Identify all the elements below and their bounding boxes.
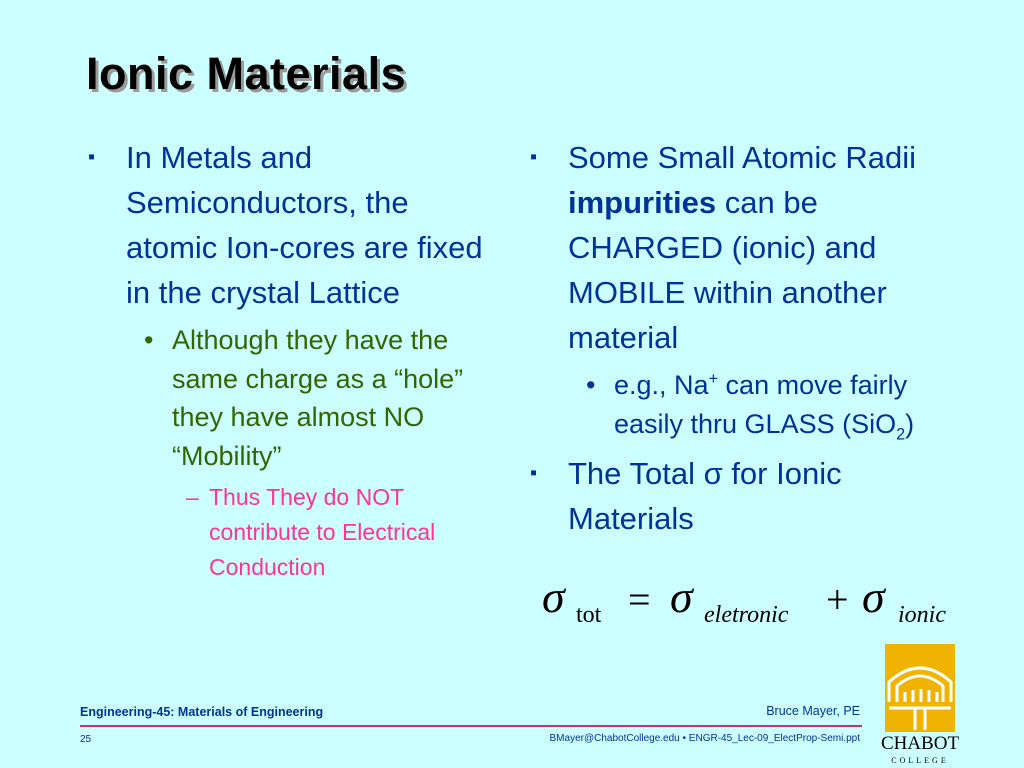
footer-divider [80, 725, 862, 727]
left-bullet-1-text: In Metals and Semiconductors, the atomic Ion-cores are fixed in the crystal Lattice [126, 140, 483, 310]
superscript-plus: + [708, 370, 719, 388]
square-bullet-icon: ▪ [530, 146, 538, 168]
sigma-symbol: σ [862, 571, 885, 622]
left-subsub-bullet-1 [88, 480, 508, 585]
equals-sign: = [628, 577, 651, 622]
right-bullet-1-bold: impurities [568, 185, 717, 220]
subscript-ionic: ionic [898, 602, 946, 628]
dot-bullet-icon: • [144, 325, 154, 355]
plus-sign: + [826, 577, 849, 622]
right-sub-bullet-1-post: ) [905, 408, 915, 439]
right-sub-bullet-1 [530, 366, 970, 443]
sigma-symbol: σ [670, 571, 693, 622]
subscript-eletronic: eletronic [704, 602, 789, 628]
right-bullet-1 [530, 135, 970, 360]
chabot-college-logo [875, 642, 965, 768]
sigma-symbol: σ [542, 571, 565, 622]
conductivity-formula [536, 570, 976, 640]
logo-name: CHABOT [880, 733, 960, 754]
footer-author: Bruce Mayer, PE [766, 704, 860, 718]
subscript-two: 2 [896, 424, 906, 443]
right-bullet-2 [530, 451, 970, 541]
square-bullet-icon: ▪ [530, 462, 538, 484]
left-sub-bullet-1 [88, 321, 508, 475]
right-sub-bullet-1-mid: can move fairly easily thru GLASS (SiO [614, 370, 908, 439]
logo-sub: COLLEGE [891, 756, 949, 765]
dash-bullet-icon: – [186, 484, 199, 510]
left-subsub-bullet-1-text: Thus They do NOT contribute to Electrical Conduction [209, 484, 436, 580]
right-sub-bullet-1-pre: e.g., Na [614, 370, 709, 400]
left-column [88, 135, 508, 585]
subscript-tot: tot [576, 602, 602, 628]
footer-course: Engineering-45: Materials of Engineering [80, 705, 324, 719]
right-bullet-2-text: The Total σ for Ionic Materials [568, 456, 842, 536]
left-sub-bullet-1-text: Although they have the same charge as a “hole” they have almost NO “Mobility” [172, 325, 464, 471]
slide-title: Ionic Materials [86, 48, 407, 99]
left-bullet-1 [88, 135, 508, 315]
square-bullet-icon: ▪ [88, 146, 96, 168]
dot-bullet-icon: • [586, 370, 596, 400]
right-bullet-1-pre: Some Small Atomic Radii [568, 140, 917, 175]
right-column [530, 135, 970, 541]
footer-source: BMayer@ChabotCollege.edu • ENGR-45_Lec-09_ElectProp-Semi.ppt [549, 733, 860, 744]
page-number: 25 [80, 734, 92, 745]
right-bullet-1-post: can be CHARGED (ionic) and MOBILE within another material [568, 185, 887, 355]
